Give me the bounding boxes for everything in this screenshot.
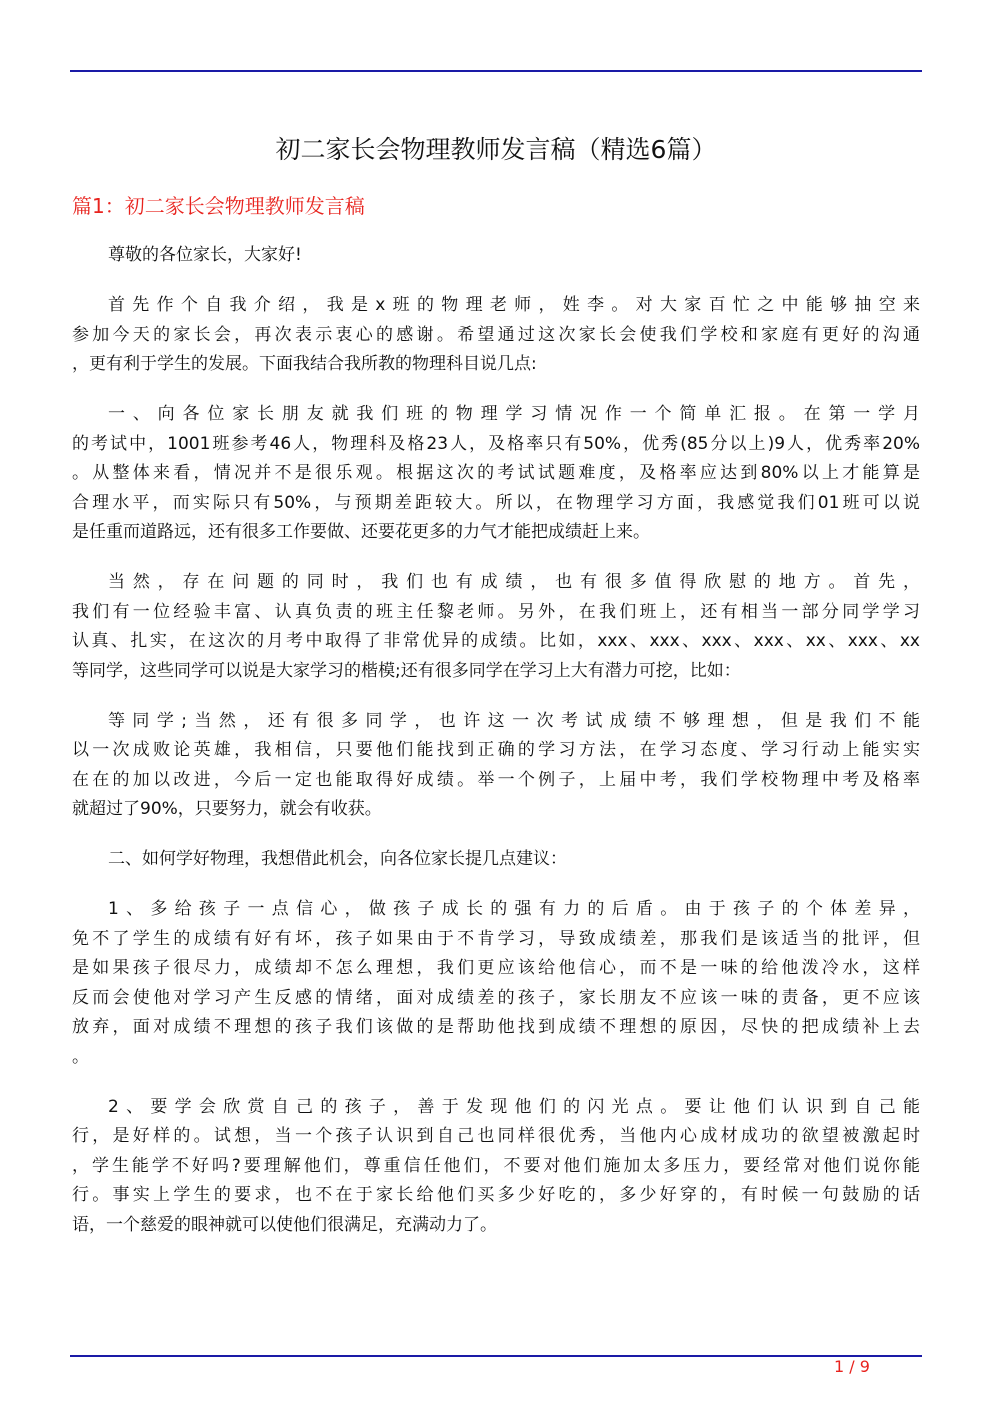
paragraph-line: 的考试中，1001班参考46人，物理科及格23人，及格率只有50%，优秀(85分以上)9人，优秀率20% [72,433,920,454]
paragraph-line: ，学生能学不好吗?要理解他们，尊重信任他们，不要对他们施加太多压力，要经常对他们说你能 [72,1155,920,1176]
paragraph-line: 反而会使他对学习产生反感的情绪，面对成绩差的孩子，家长朋友不应该一味的责备，更不应该 [72,987,920,1008]
paragraph [72,400,920,548]
paragraph-line: 免不了学生的成绩有好有坏，孩子如果由于不肯学习，导致成绩差，那我们是该适当的批评，但 [72,928,920,949]
paragraph-line: 是任重而道路远，还有很多工作要做、还要花更多的力气才能把成绩赶上来。 [72,522,650,542]
paragraph [72,895,920,1072]
paragraph-line: ，更有利于学生的发展。下面我结合我所教的物理科目说几点: [72,354,537,374]
paragraph-line: 等同学，这些同学可以说是大家学习的楷模;还有很多同学在学习上大有潜力可挖，比如： [72,660,741,681]
header-rule [70,70,922,72]
paragraph-line: 放弃，面对成绩不理想的孩子我们该做的是帮助他找到成绩不理想的原因，尽快的把成绩补上去 [72,1017,920,1037]
paragraph-line: 首先作个自我介绍，我是x班的物理老师，姓李。对大家百忙之中能够抽空来 [108,295,920,315]
paragraph [72,707,920,825]
paragraph-line: 我们有一位经验丰富、认真负责的班主任黎老师。另外，在我们班上，还有相当一部分同学学习 [72,601,920,622]
paragraph [72,1093,920,1241]
paragraph-line: 行。事实上学生的要求，也不在于家长给他们买多少好吃的，多少好穿的，有时候一句鼓励的话 [72,1185,920,1205]
footer-rule [70,1355,922,1357]
paragraph [72,845,920,875]
paragraph-line: 合理水平，而实际只有50%，与预期差距较大。所以，在物理学习方面，我感觉我们01班可以说 [72,492,920,513]
paragraph-line: 尊敬的各位家长，大家好! [108,245,302,265]
document-body [72,241,920,1261]
paragraph-line: 是如果孩子很尽力，成绩却不怎么理想，我们更应该给他信心，而不是一味的给他泼冷水，这样 [72,958,920,978]
paragraph-line: 行，是好样的。试想，当一个孩子认识到自己也同样很优秀，当他内心成材成功的欲望被激起时 [72,1126,920,1146]
paragraph [72,568,920,686]
paragraph-line: 以一次成败论英雄，我相信，只要他们能找到正确的学习方法，在学习态度、学习行动上能实实 [72,740,920,760]
paragraph-line: 。 [72,1046,89,1067]
paragraph-line: 一、向各位家长朋友就我们班的物理学习情况作一个简单汇报。在第一学月 [108,404,920,424]
paragraph [72,241,920,271]
paragraph-line: 语，一个慈爱的眼神就可以使他们很满足，充满动力了。 [72,1214,497,1235]
paragraph-line: 当然，存在问题的同时，我们也有成绩，也有很多值得欣慰的地方。首先， [108,572,920,592]
page-number: 1 / 9 [834,1357,870,1376]
paragraph [72,291,920,380]
paragraph-line: 二、如何学好物理，我想借此机会，向各位家长提几点建议： [108,849,567,869]
paragraph-line: 。从整体来看，情况并不是很乐观。根据这次的考试试题难度，及格率应达到80%以上才能算是 [72,463,920,483]
paragraph-line: 认真、扎实，在这次的月考中取得了非常优异的成绩。比如，xxx、xxx、xxx、xxx、xx、xxx、xx [72,631,920,651]
paragraph-line: 就超过了90%，只要努力，就会有收获。 [72,799,382,819]
section-heading: 篇1：初二家长会物理教师发言稿 [72,194,365,218]
paragraph-line: 在在的加以改进，今后一定也能取得好成绩。举一个例子，上届中考，我们学校物理中考及格率 [72,769,920,790]
paragraph-line: 等同学;当然，还有很多同学，也许这一次考试成绩不够理想，但是我们不能 [108,710,920,731]
paragraph-line: 1、多给孩子一点信心，做孩子成长的强有力的后盾。由于孩子的个体差异， [108,899,920,919]
paragraph-line: 2、要学会欣赏自己的孩子，善于发现他们的闪光点。要让他们认识到自己能 [108,1096,920,1117]
paragraph-line: 参加今天的家长会，再次表示衷心的感谢。希望通过这次家长会使我们学校和家庭有更好的沟通 [72,324,920,345]
document-title: 初二家长会物理教师发言稿（精选6篇） [275,135,717,164]
